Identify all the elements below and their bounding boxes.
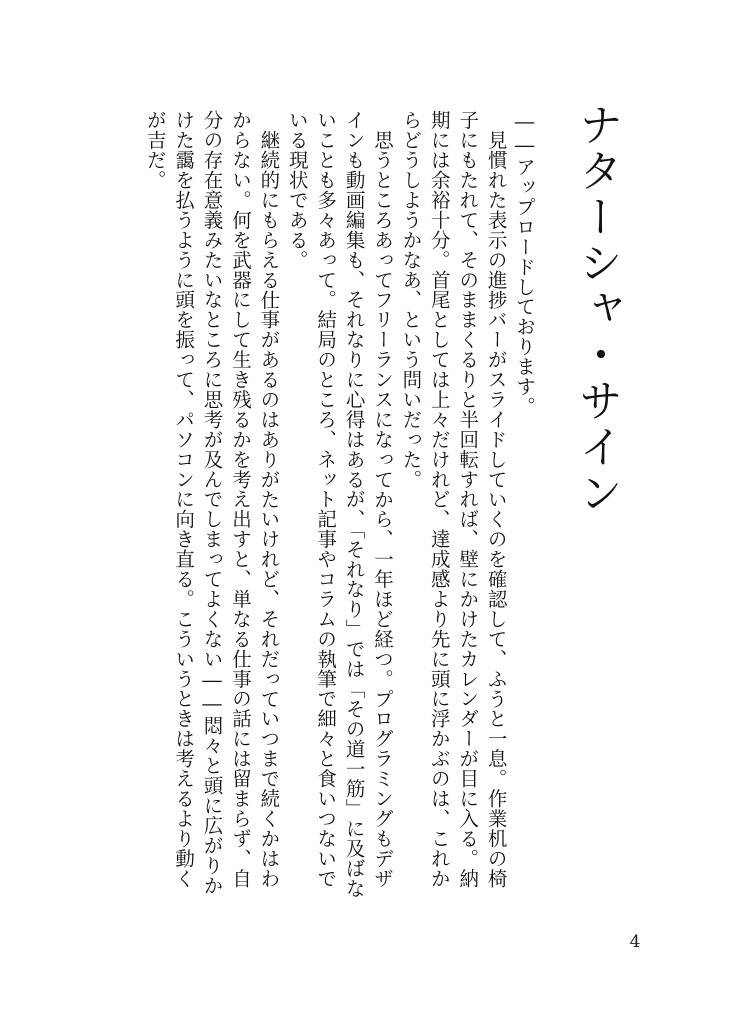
page-number: 4: [629, 932, 641, 952]
paragraph-4: 継続的にもらえる仕事があるのはありがたいけれど、それだっていつまで続くかはわからない。何を武器にして生き残るかを考え出すと、単なる仕事の話には留まらず、自分の存在意義みたいなところに思考が及んでしまってよくない――悶々と頭に広がりかけた靄を払うように頭を振って、パソコンに向き直る。こういうときは考えるより動くが吉だ。: [143, 110, 281, 896]
story-title: ナターシャ・サイン: [571, 102, 622, 516]
paragraph-1: ――アップロードしております。: [513, 110, 536, 417]
paragraph-3: 思うところあってフリーランスになってから、一年ほど経つ。プログラミングもデザインも動画編集も、それなりに心得はあるが、「それなり」では「その道一筋」に及ばないことも多々あって。結局のところ、ネット記事やコラムの執筆で細々と食いつないでいる現状である。: [285, 110, 394, 899]
paragraph-2: 見慣れた表示の進捗バーがスライドしていくのを確認して、ふうと一息。作業机の椅子にもたれて、そのままくるりと半回転すれば、壁にかけたカレンダーが目に入る。納期には余裕十分。首尾としては上々だけれど、達成感より先に頭に浮かぶのは、これからどうしようかなあ、という問いだった。: [399, 110, 508, 889]
body-text: [138, 110, 538, 900]
